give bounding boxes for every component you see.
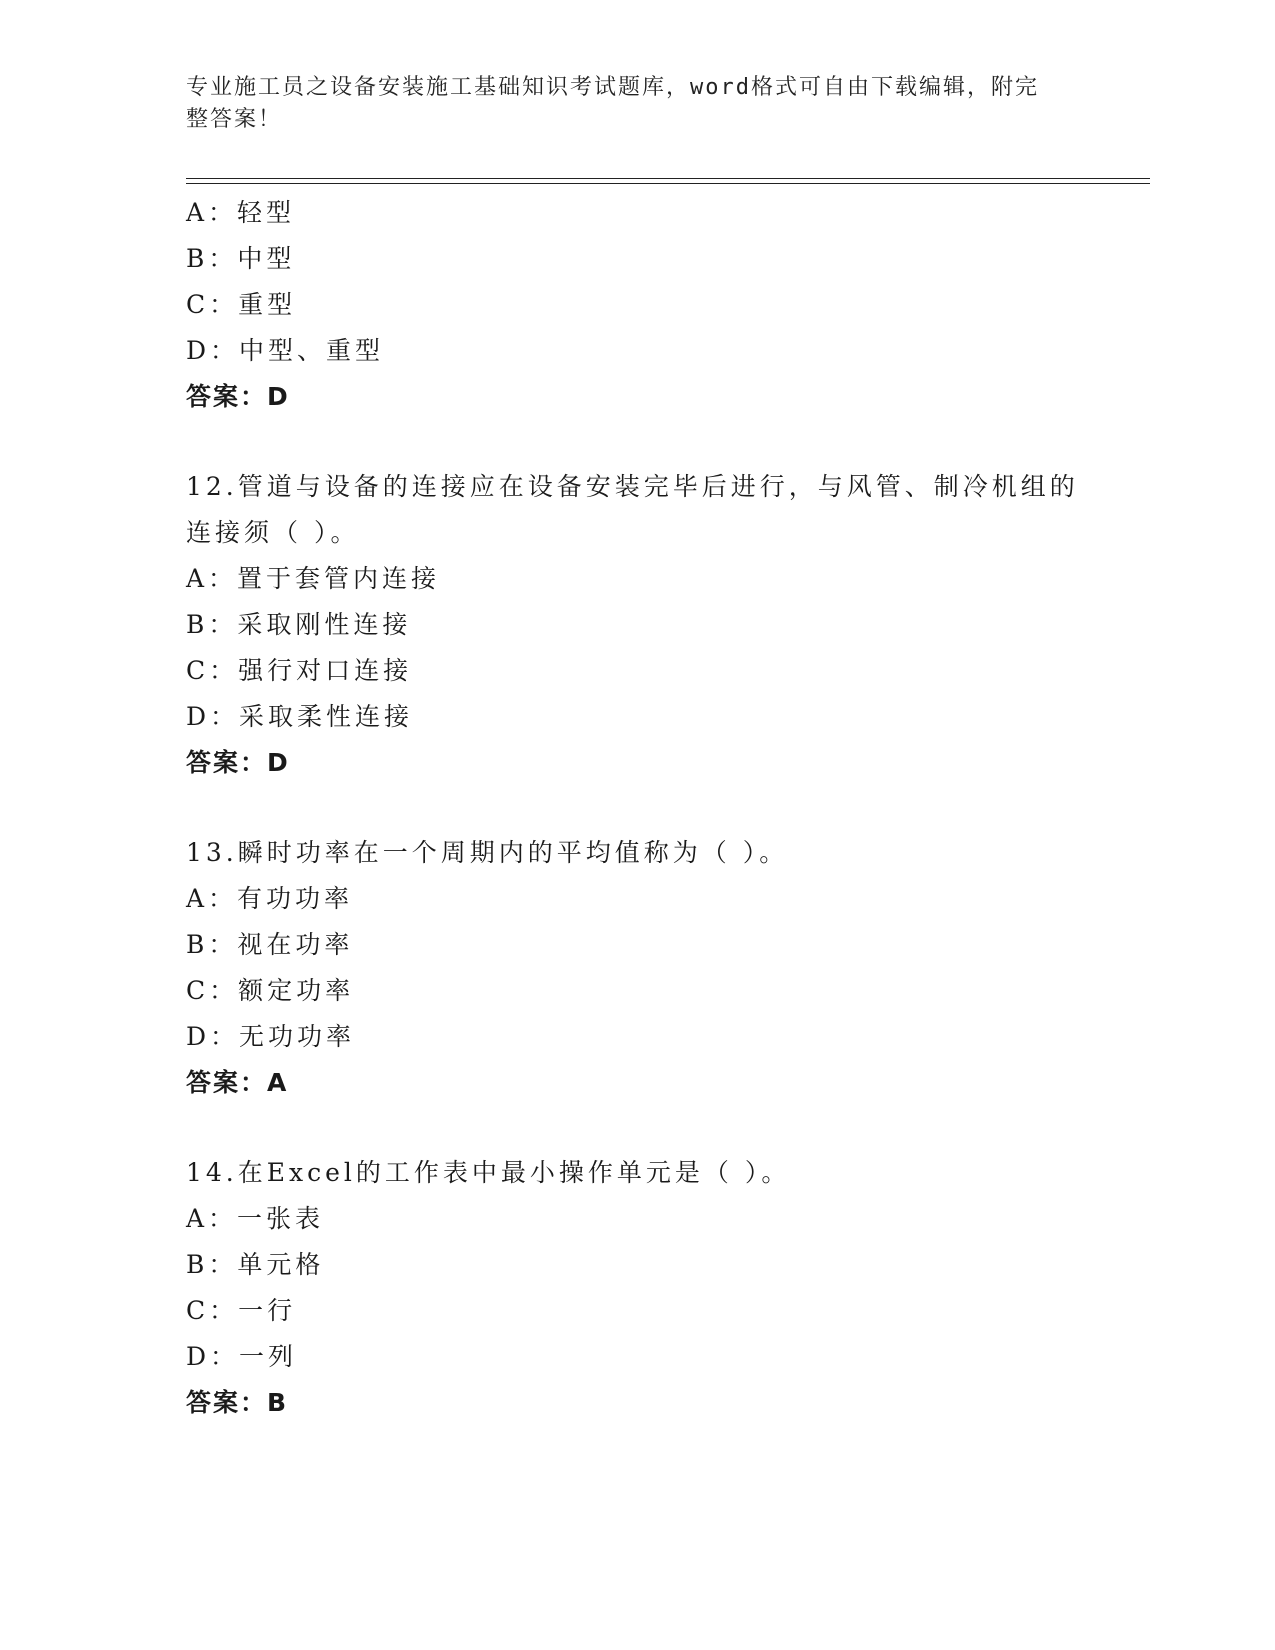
answer: 答案：D bbox=[186, 382, 290, 411]
header-divider-bottom bbox=[186, 183, 1150, 184]
option-a: A：轻型 bbox=[186, 198, 296, 227]
question-text-line-2: 连接须（ ）。 bbox=[186, 518, 360, 547]
option-b: B：中型 bbox=[186, 244, 296, 273]
option-c: C：重型 bbox=[186, 290, 297, 319]
answer: 答案：B bbox=[186, 1388, 289, 1417]
option-a: A：有功功率 bbox=[186, 884, 354, 913]
question-text: 14.在Excel的工作表中最小操作单元是（ ）。 bbox=[186, 1158, 791, 1187]
header-line-1: 专业施工员之设备安装施工基础知识考试题库，word格式可自由下载编辑，附完 bbox=[186, 75, 1039, 100]
option-a: A：置于套管内连接 bbox=[186, 564, 441, 593]
option-d: D：无功功率 bbox=[186, 1022, 356, 1051]
option-c: C：一行 bbox=[186, 1296, 297, 1325]
option-c: C：额定功率 bbox=[186, 976, 355, 1005]
question-text-line-1: 12.管道与设备的连接应在设备安装完毕后进行，与风管、制冷机组的 bbox=[186, 472, 1079, 501]
question-13 bbox=[186, 830, 1086, 1106]
option-c: C：强行对口连接 bbox=[186, 656, 413, 685]
option-a: A：一张表 bbox=[186, 1204, 325, 1233]
option-d: D：一列 bbox=[186, 1342, 298, 1371]
header-line-2: 整答案！ bbox=[186, 107, 283, 132]
question-11 bbox=[186, 190, 1086, 420]
header-divider-top bbox=[186, 178, 1150, 179]
question-12 bbox=[186, 464, 1086, 786]
answer: 答案：A bbox=[186, 1068, 289, 1097]
option-b: B：单元格 bbox=[186, 1250, 325, 1279]
question-text: 13.瞬时功率在一个周期内的平均值称为（ ）。 bbox=[186, 838, 789, 867]
question-14 bbox=[186, 1150, 1086, 1426]
option-d: D：采取柔性连接 bbox=[186, 702, 414, 731]
question-list bbox=[186, 190, 1086, 1426]
option-b: B：采取刚性连接 bbox=[186, 610, 412, 639]
answer: 答案：D bbox=[186, 748, 290, 777]
option-d: D：中型、重型 bbox=[186, 336, 385, 365]
document-header bbox=[186, 72, 1066, 136]
option-b: B：视在功率 bbox=[186, 930, 354, 959]
